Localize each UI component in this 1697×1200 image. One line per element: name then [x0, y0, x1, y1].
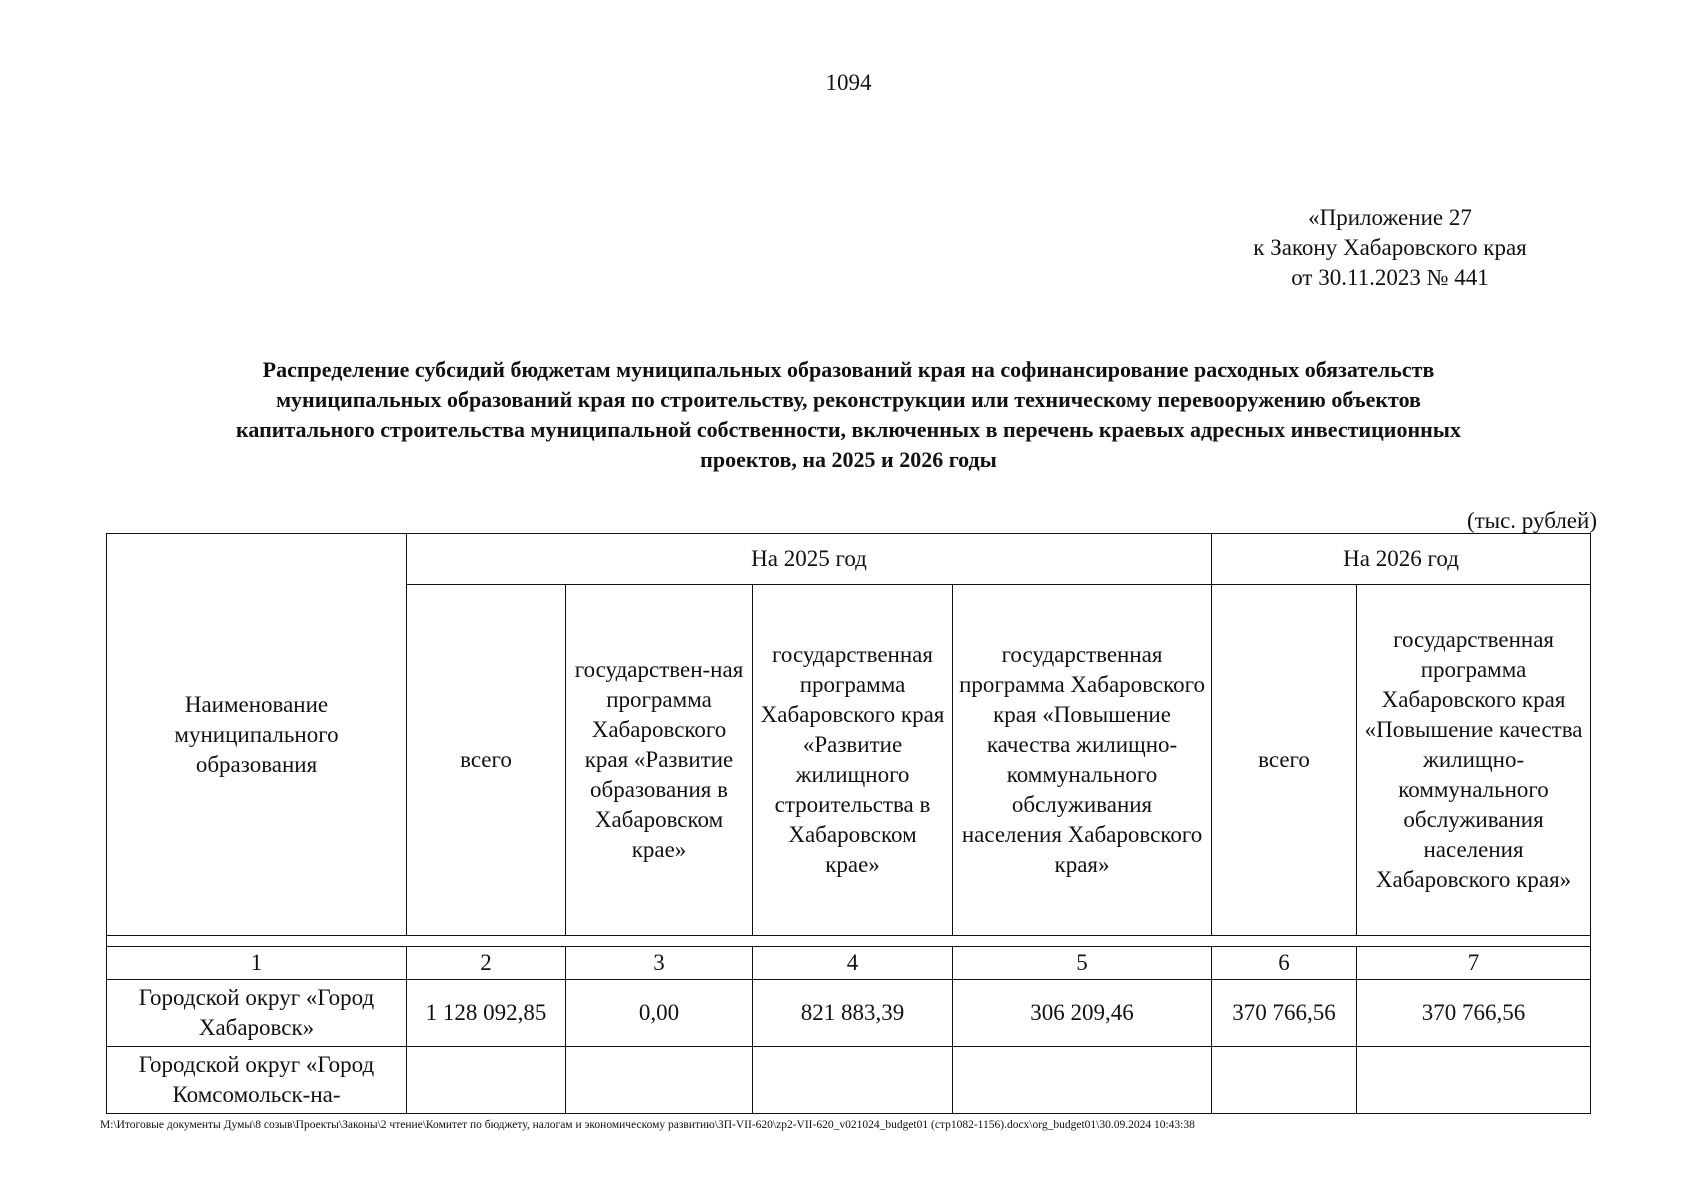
- subsidy-table: [106, 533, 1591, 1114]
- header-total-2025: всего: [407, 585, 566, 936]
- appendix-line: «Приложение 27: [1308, 205, 1472, 230]
- column-number: 3: [566, 947, 753, 980]
- value-total-2026: [1212, 1047, 1357, 1114]
- header-program-education: государствен-ная программа Хабаровского края «Развитие образования в Хабаровском крае»: [566, 585, 753, 936]
- column-number: 2: [407, 947, 566, 980]
- title-line: Распределение субсидий бюджетам муниципальных образований края на софинансирование расходных обязательств: [262, 357, 1435, 382]
- header-total-2026: всего: [1212, 585, 1357, 936]
- header-name-column: Наименование муниципального образования: [107, 534, 407, 936]
- value-education: [566, 1047, 753, 1114]
- value-total-2026: 370 766,56: [1212, 980, 1357, 1047]
- column-number: 5: [953, 947, 1212, 980]
- value-utilities-2025: [953, 1047, 1212, 1114]
- value-total-2025: [407, 1047, 566, 1114]
- value-total-2025: 1 128 092,85: [407, 980, 566, 1047]
- header-program-utilities-2026: государственная программа Хабаровского края «Повышение качества жилищно-коммунального обслуживания населения Хабаровского края»: [1357, 585, 1591, 936]
- column-number: 1: [107, 947, 407, 980]
- page-number: 1094: [825, 70, 872, 95]
- header-year-2026: На 2026 год: [1212, 534, 1591, 585]
- value-education: 0,00: [566, 980, 753, 1047]
- title-line: проектов, на 2025 и 2026 годы: [700, 447, 997, 472]
- header-program-housing: государственная программа Хабаровского края «Развитие жилищного строительства в Хабаровском крае»: [753, 585, 953, 936]
- column-number: 4: [753, 947, 953, 980]
- document-title: [100, 355, 1597, 475]
- column-number: 7: [1357, 947, 1591, 980]
- appendix-line: к Закону Хабаровского края: [1253, 235, 1527, 260]
- column-number: 6: [1212, 947, 1357, 980]
- municipality-name: Городской округ «Город Хабаровск»: [107, 980, 407, 1047]
- column-number-row: [107, 947, 1591, 980]
- table-row: [107, 980, 1591, 1047]
- value-utilities-2026: [1357, 1047, 1591, 1114]
- file-path-footer: M:\Итоговые документы Думы\8 созыв\Проекты\Законы\2 чтение\Комитет по бюджету, налогам и экономическому развитию\ЗП-VII-620\zp2-VII-620_v021024_budget01 (стр1082-1156).docx\org_budget01\30.09.2024 10:43:38: [100, 1119, 1195, 1131]
- value-housing: 821 883,39: [753, 980, 953, 1047]
- header-row-years: [107, 534, 1591, 585]
- appendix-line: от 30.11.2023 № 441: [1291, 265, 1489, 290]
- title-line: муниципальных образований края по строительству, реконструкции или техническому перевооружению объектов: [276, 387, 1421, 412]
- appendix-header: [1180, 203, 1600, 293]
- table-row: [107, 1047, 1591, 1114]
- municipality-name: Городской округ «Город Комсомольск-на-: [107, 1047, 407, 1114]
- value-housing: [753, 1047, 953, 1114]
- value-utilities-2025: 306 209,46: [953, 980, 1212, 1047]
- title-line: капитального строительства муниципальной собственности, включенных в перечень краевых адресных инвестиционных: [236, 417, 1461, 442]
- value-utilities-2026: 370 766,56: [1357, 980, 1591, 1047]
- header-program-utilities-2025: государственная программа Хабаровского края «Повышение качества жилищно-коммунального обслуживания населения Хабаровского края»: [953, 585, 1212, 936]
- header-year-2025: На 2025 год: [407, 534, 1212, 585]
- units-label: (тыс. рублей): [1466, 508, 1597, 533]
